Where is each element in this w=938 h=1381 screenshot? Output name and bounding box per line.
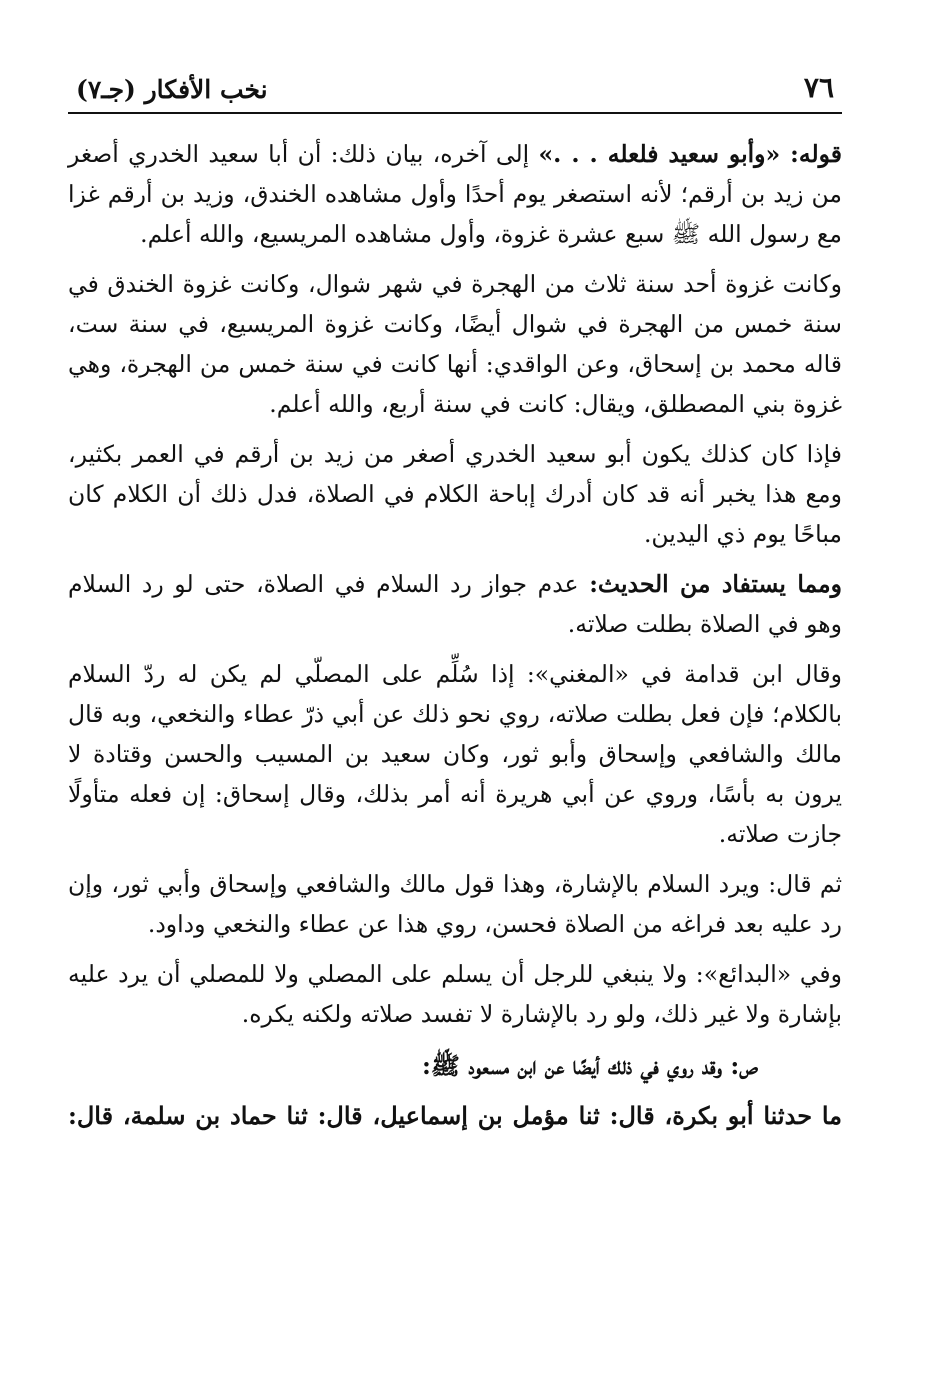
matn-sanad-line: ما حدثنا أبو بكرة، قال: ثنا مؤمل بن إسماعيل، قال: ثنا حماد بن سلمة، قال:	[68, 1101, 842, 1130]
matn-sad-line: ص: وقد روي في ذلك أيضًا عن ابن مسعود ﷺ:	[422, 1051, 758, 1080]
paragraph-text: وكانت غزوة أحد سنة ثلاث من الهجرة في شهر شوال، وكانت غزوة الخندق في سنة خمس من الهجرة في شوال أيضًا، وكانت غزوة المريسيع، في سنة ست، قاله محمد بن إسحاق، وعن الواقدي: أنها كانت في سنة خمس من الهجرة، وهي غزوة بني المصطلق، ويقال: كانت في سنة أربع، والله أعلم.	[68, 270, 842, 418]
paragraph-lead: ومما يستفاد من الحديث:	[589, 570, 842, 598]
page-header	[68, 62, 842, 114]
paragraph-1	[68, 134, 842, 254]
paragraph-6	[68, 864, 842, 944]
paragraph-5	[68, 654, 842, 854]
paragraph-text: وفي «البدائع»: ولا ينبغي للرجل أن يسلم على المصلي ولا للمصلي أن يرد عليه بإشارة ولا غير ذلك، ولو رد بالإشارة لا تفسد صلاته ولكنه يكره.	[68, 960, 842, 1028]
page-number: ٧٦	[803, 71, 834, 104]
paragraph-text: فإذا كان كذلك يكون أبو سعيد الخدري أصغر من زيد بن أرقم في العمر بكثير، ومع هذا يخبر أنه قد كان أدرك إباحة الكلام في الصلاة، فدل ذلك أن الكلام كان مباحًا يوم ذي اليدين.	[68, 440, 842, 548]
paragraph-7	[68, 954, 842, 1034]
paragraph-text: وقال ابن قدامة في «المغني»: إذا سُلِّم على المصلّي لم يكن له ردّ السلام بالكلام؛ فإن فعل بطلت صلاته، روي نحو ذلك عن أبي ذرّ عطاء والنخعي، وبه قال مالك والشافعي وإسحاق وأبو ثور، وكان سعيد بن المسيب والحسن وقتادة لا يرون به بأسًا، وروي عن أبي هريرة أنه أمر بذلك، وقال إسحاق: إن فعله متأولًا جازت صلاته.	[68, 660, 842, 848]
paragraph-text: ثم قال: ويرد السلام بالإشارة، وهذا قول مالك والشافعي وإسحاق وأبي ثور، وإن رد عليه بعد فراغه من الصلاة فحسن، روي هذا عن عطاء والنخعي وداود.	[68, 870, 842, 938]
running-title: نخب الأفكار (جـ٧)	[76, 75, 268, 104]
paragraph-text: إلى آخره، بيان ذلك: أن أبا سعيد الخدري أصغر من زيد بن أرقم؛ لأنه استصغر يوم أحدًا وأول مشاهده الخندق، وزيد بن أرقم غزا مع رسول الله ﷺ سبع عشرة غزوة، وأول مشاهده المريسيع، والله أعلم.	[68, 140, 842, 248]
paragraph-3	[68, 434, 842, 554]
paragraph-4	[68, 564, 842, 644]
paragraph-2	[68, 264, 842, 424]
book-page	[68, 62, 842, 1136]
page-body	[68, 134, 842, 1136]
paragraph-text: عدم جواز رد السلام في الصلاة، حتى لو رد السلام وهو في الصلاة بطلت صلاته.	[68, 570, 842, 638]
paragraph-lead: قوله: «وأبو سعيد فلعله . . .»	[538, 140, 842, 168]
